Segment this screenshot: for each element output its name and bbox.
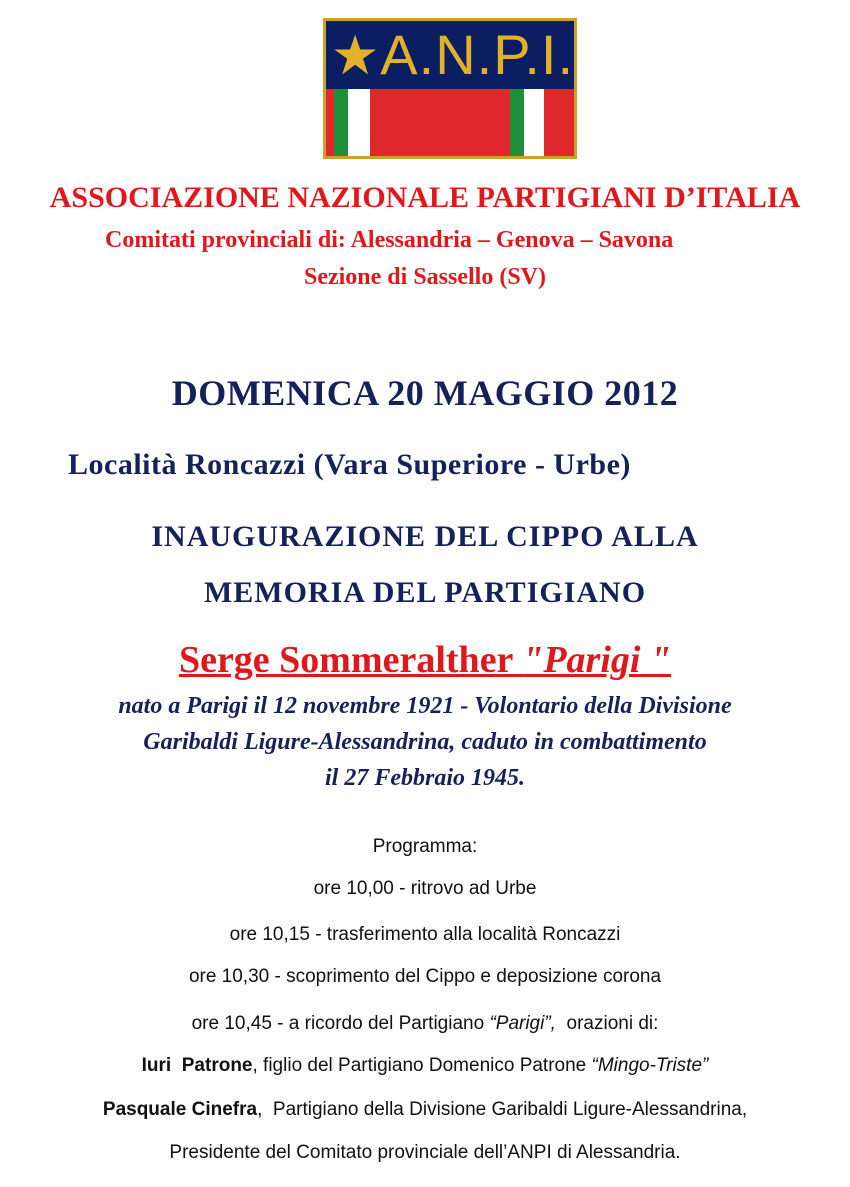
event-title-line2: MEMORIA DEL PARTIGIANO <box>203 576 647 609</box>
partisan-nickname: "Parigi " <box>522 639 672 681</box>
tricolor-band <box>326 89 574 159</box>
anpi-logo <box>323 18 577 159</box>
speaker-2-description: , Partigiano della Divisione Garibaldi Ligure-Alessandrina, <box>257 1099 748 1120</box>
partisan-bio-line1: nato a Parigi il 12 novembre 1921 - Volontario della Divisione <box>118 693 732 719</box>
program-item-1: ore 10,00 - ritrovo ad Urbe <box>313 878 537 899</box>
event-location: Località Roncazzi (Vara Superiore - Urbe) <box>68 448 631 481</box>
program-item-4-text: ore 10,45 - a ricordo del Partigiano <box>191 1013 490 1034</box>
speaker-2-name: Pasquale Cinefra <box>102 1099 258 1120</box>
partisan-name <box>0 638 850 682</box>
program-item-4 <box>0 1013 850 1035</box>
speaker-1-nickname: “Mingo-Triste” <box>591 1055 709 1076</box>
speaker-1-name: Iuri Patrone <box>141 1055 253 1076</box>
association-name: ASSOCIAZIONE NAZIONALE PARTIGIANI D’ITALIA <box>49 181 801 214</box>
program-item-2: ore 10,15 - trasferimento alla località Roncazzi <box>229 924 621 945</box>
event-date: DOMENICA 20 MAGGIO 2012 <box>171 373 679 413</box>
star-icon <box>332 27 378 83</box>
program-item-3: ore 10,30 - scoprimento del Cippo e deposizione corona <box>188 966 662 987</box>
speaker-1-description: , figlio del Partigiano Domenico Patrone <box>252 1055 592 1076</box>
speaker-2-role: Presidente del Comitato provinciale dell’ANPI di Alessandria. <box>169 1142 681 1163</box>
section-name: Sezione di Sassello (SV) <box>303 264 546 290</box>
program-item-4-nickname: “Parigi”, <box>489 1013 556 1034</box>
logo-text: A.N.P.I. <box>380 23 574 86</box>
provincial-committees: Comitati provinciali di: Alessandria – Genova – Savona <box>105 227 674 253</box>
partisan-bio-line2: Garibaldi Ligure-Alessandrina, caduto in combattimento <box>143 729 707 755</box>
speaker-2 <box>0 1099 850 1121</box>
partisan-bio-line3: il 27 Febbraio 1945. <box>324 765 525 791</box>
speaker-1 <box>0 1055 850 1077</box>
program-item-4-suffix: orazioni di: <box>555 1013 659 1034</box>
program-title: Programma: <box>372 836 478 857</box>
event-title-line1: INAUGURAZIONE DEL CIPPO ALLA <box>151 520 699 553</box>
partisan-fullname: Serge Sommeralther <box>178 639 523 681</box>
